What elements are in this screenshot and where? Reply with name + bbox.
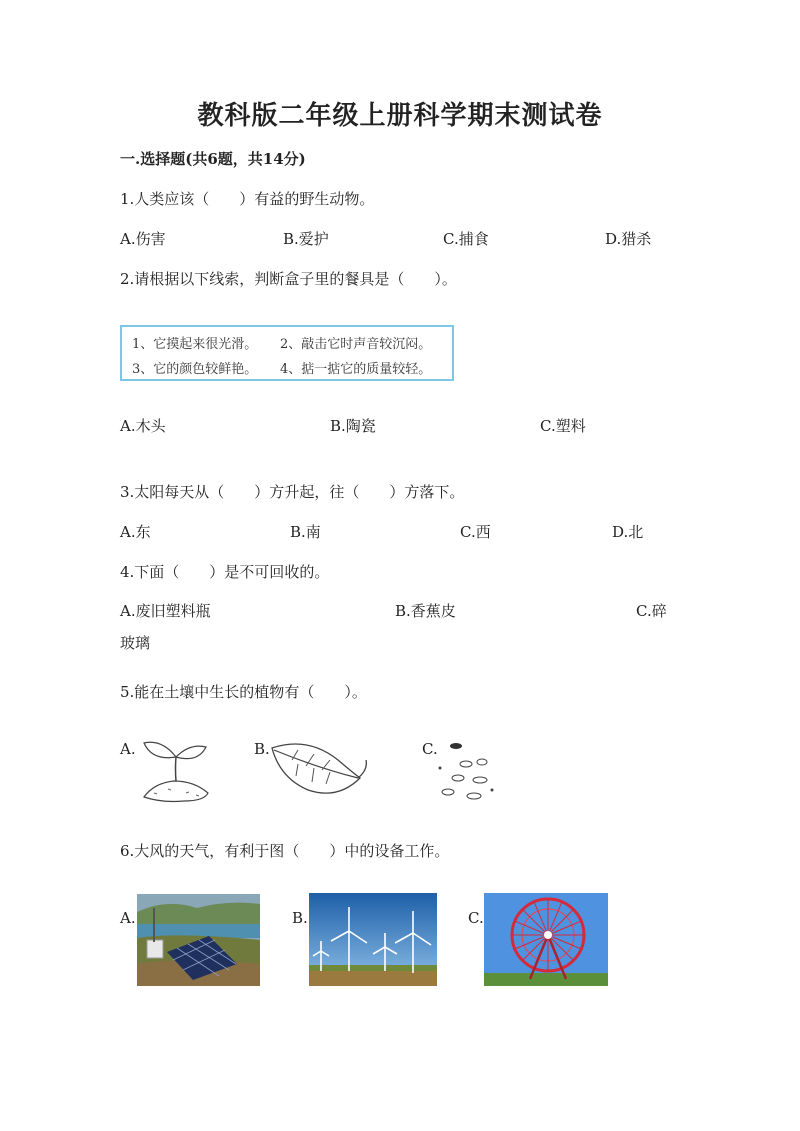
solar-panel-image[interactable] bbox=[137, 894, 260, 986]
sprout-image[interactable] bbox=[134, 735, 218, 807]
q6-label-c[interactable]: C. bbox=[468, 909, 484, 927]
q4-option-c[interactable]: C.碎 bbox=[636, 602, 667, 620]
ferris-wheel-image[interactable] bbox=[484, 893, 608, 986]
question-2: 2.请根据以下线索，判断盒子里的餐具是（ ）。 bbox=[120, 270, 457, 288]
q1-option-b[interactable]: B.爱护 bbox=[283, 230, 329, 248]
q2-option-c[interactable]: C.塑料 bbox=[540, 417, 586, 435]
question-5: 5.能在土壤中生长的植物有（ ）。 bbox=[120, 683, 367, 701]
q2-option-a[interactable]: A.木头 bbox=[120, 417, 166, 435]
clue-4: 4、掂一掂它的质量较轻。 bbox=[280, 362, 432, 377]
question-3: 3.太阳每天从（ ）方升起，往（ ）方落下。 bbox=[120, 483, 465, 501]
q5-label-a[interactable]: A. bbox=[120, 740, 136, 758]
question-4: 4.下面（ ）是不可回收的。 bbox=[120, 563, 330, 581]
clue-1: 1、它摸起来很光滑。 bbox=[132, 337, 258, 352]
question-1: 1.人类应该（ ）有益的野生动物。 bbox=[120, 190, 375, 208]
question-6: 6.大风的天气，有利于图（ ）中的设备工作。 bbox=[120, 842, 450, 860]
q3-option-a[interactable]: A.东 bbox=[120, 523, 151, 541]
floating-plants-image[interactable] bbox=[436, 738, 500, 804]
section-heading: 一.选择题(共6题，共14分) bbox=[120, 150, 306, 168]
q3-option-d[interactable]: D.北 bbox=[612, 523, 644, 541]
wind-turbine-image[interactable] bbox=[309, 893, 437, 986]
q1-option-a[interactable]: A.伤害 bbox=[120, 230, 166, 248]
q3-option-c[interactable]: C.西 bbox=[460, 523, 491, 541]
q1-option-c[interactable]: C.捕食 bbox=[443, 230, 489, 248]
q4-option-c-continued: 玻璃 bbox=[120, 634, 151, 652]
q4-option-b[interactable]: B.香蕉皮 bbox=[395, 602, 456, 620]
clue-box bbox=[120, 325, 454, 381]
q2-option-b[interactable]: B.陶瓷 bbox=[330, 417, 376, 435]
page-title: 教科版二年级上册科学期末测试卷 bbox=[197, 101, 603, 131]
clue-2: 2、敲击它时声音较沉闷。 bbox=[280, 337, 432, 352]
q5-label-c[interactable]: C. bbox=[422, 740, 438, 758]
q6-label-a[interactable]: A. bbox=[120, 909, 136, 927]
leaf-image[interactable] bbox=[268, 738, 372, 800]
q1-option-d[interactable]: D.猎杀 bbox=[605, 230, 652, 248]
clue-3: 3、它的颜色较鲜艳。 bbox=[132, 362, 258, 377]
q6-label-b[interactable]: B. bbox=[292, 909, 308, 927]
q3-option-b[interactable]: B.南 bbox=[290, 523, 321, 541]
q4-option-a[interactable]: A.废旧塑料瓶 bbox=[120, 602, 211, 620]
q5-label-b[interactable]: B. bbox=[254, 740, 270, 758]
